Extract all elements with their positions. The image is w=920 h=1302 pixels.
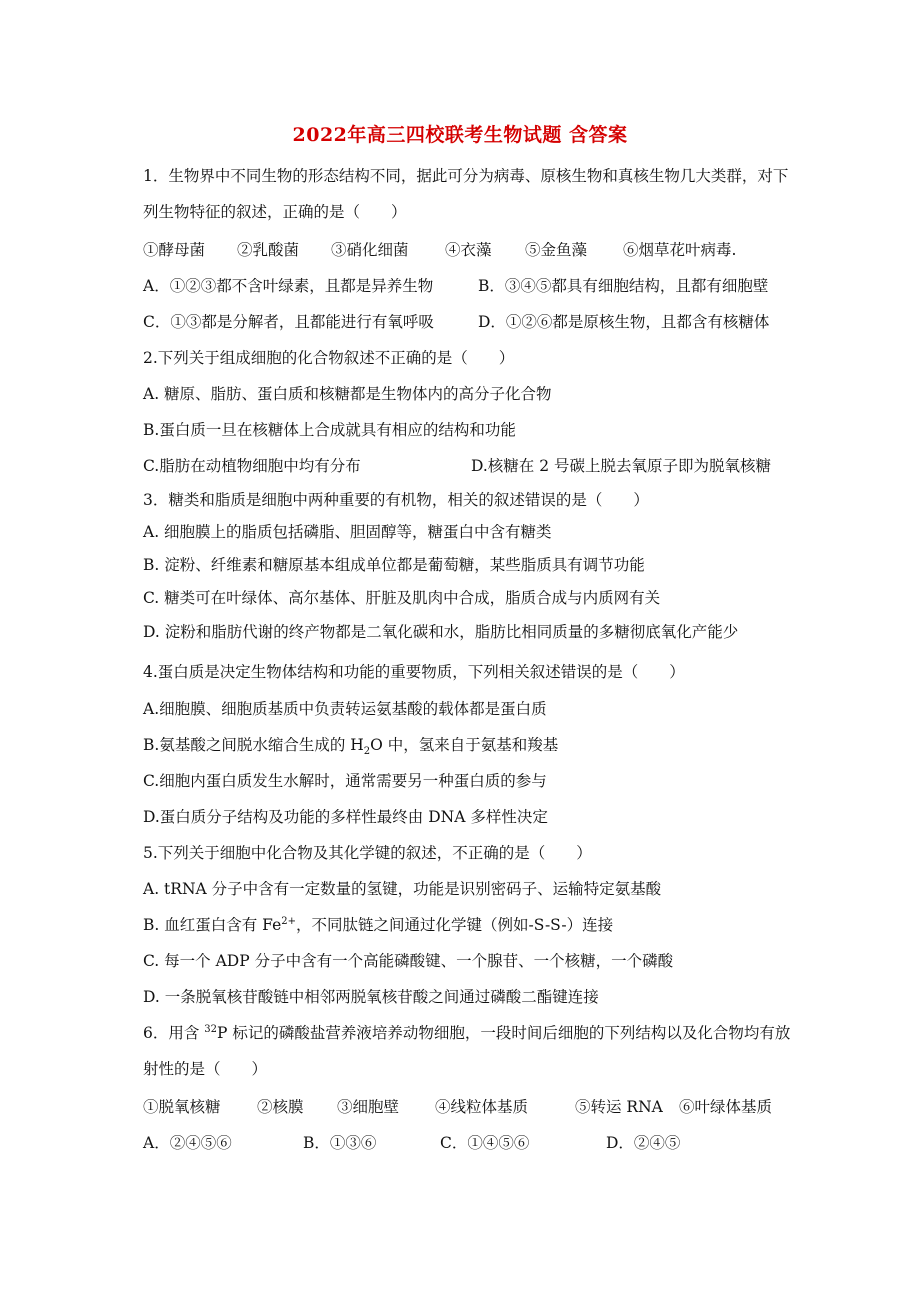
q6-stem-line-2: 射性的是（ ）: [143, 1060, 268, 1078]
q5-option-a: A. tRNA 分子中含有一定数量的氢键，功能是识别密码子、运输特定氨基酸: [143, 880, 662, 898]
q6-item-4: ④线粒体基质: [435, 1098, 529, 1116]
q5-option-c: C. 每一个 ADP 分子中含有一个高能磷酸键、一个腺苷、一个核糖，一个磷酸: [143, 952, 674, 970]
q6-option-c: C．①④⑤⑥: [440, 1134, 530, 1152]
q1-option-c: C．①③都是分解者，且都能进行有氧呼吸: [143, 313, 434, 331]
q1-item-3: ③硝化细菌: [331, 241, 409, 259]
q1-item-6: ⑥烟草花叶病毒.: [623, 241, 737, 259]
q2-option-a: A. 糖原、脂肪、蛋白质和核糖都是生物体内的高分子化合物: [143, 385, 552, 403]
q6-item-6: ⑥叶绿体基质: [679, 1098, 773, 1116]
q6-item-3: ③细胞壁: [337, 1098, 400, 1116]
q5-option-d: D. 一条脱氧核苷酸链中相邻两脱氧核苷酸之间通过磷酸二酯键连接: [143, 988, 599, 1006]
q6-item-1: ①脱氧核糖: [143, 1098, 221, 1116]
q3-option-d: D. 淀粉和脂肪代谢的终产物都是二氧化碳和水，脂肪比相同质量的多糖彻底氧化产能少: [143, 623, 739, 641]
q5-option-b-sup: 2+: [281, 915, 297, 927]
q6-option-a: A．②④⑤⑥: [143, 1134, 232, 1152]
q2-option-b: B.蛋白质一旦在核糖体上合成就具有相应的结构和功能: [143, 421, 516, 439]
q2-option-c: C.脂肪在动植物细胞中均有分布: [143, 457, 361, 475]
q2-stem: 2.下列关于组成细胞的化合物叙述不正确的是（ ）: [143, 349, 515, 367]
q6-stem-line-1: [143, 1023, 790, 1043]
q4-option-b-pre: B.氨基酸之间脱水缩合生成的 H: [143, 736, 364, 754]
q4-option-a: A.细胞膜、细胞质基质中负责转运氨基酸的载体都是蛋白质: [143, 700, 547, 718]
q5-option-b: [143, 915, 613, 935]
q1-option-a: A．①②③都不含叶绿素，且都是异养生物: [143, 277, 434, 295]
q5-option-b-post: ，不同肽链之间通过化学键（例如-S-S-）连接: [296, 916, 614, 934]
q1-stem-line-1: 1．生物界中不同生物的形态结构不同，据此可分为病毒、原核生物和真核生物几大类群，对下: [143, 167, 789, 185]
page-title: 2022年高三四校联考生物试题 含答案: [292, 124, 628, 146]
q1-items: [143, 240, 736, 260]
q6-item-5: ⑤转运 RNA: [575, 1098, 663, 1116]
q6-item-2: ②核膜: [257, 1098, 304, 1116]
q3-option-b: B. 淀粉、纤维素和糖原基本组成单位都是葡萄糖，某些脂质具有调节功能: [143, 556, 645, 574]
q3-stem: 3．糖类和脂质是细胞中两种重要的有机物，相关的叙述错误的是（ ）: [143, 491, 649, 509]
q4-stem: 4.蛋白质是决定生物体结构和功能的重要物质，下列相关叙述错误的是（ ）: [143, 663, 685, 681]
q6-stem-pre: 6．用含: [143, 1024, 205, 1042]
q4-option-b: [143, 735, 559, 758]
q1-option-d: D．①②⑥都是原核生物，且都含有核糖体: [478, 313, 770, 331]
q1-stem-line-2: 列生物特征的叙述，正确的是（ ）: [143, 203, 407, 221]
q1-item-4: ④衣藻: [445, 241, 492, 259]
q3-option-a: A. 细胞膜上的脂质包括磷脂、胆固醇等，糖蛋白中含有糖类: [143, 523, 552, 541]
q6-stem-sup: 32: [204, 1023, 218, 1035]
q5-option-b-pre: B. 血红蛋白含有 Fe: [143, 916, 282, 934]
q6-items: [143, 1097, 772, 1117]
q4-option-b-post: O 中，氢来自于氨基和羧基: [370, 736, 559, 754]
q4-option-c: C.细胞内蛋白质发生水解时，通常需要另一种蛋白质的参与: [143, 772, 547, 790]
q6-stem-post: P 标记的磷酸盐营养液培养动物细胞，一段时间后细胞的下列结构以及化合物均有放: [217, 1024, 791, 1042]
q1-item-2: ②乳酸菌: [237, 241, 300, 259]
q1-item-1: ①酵母菌: [143, 241, 206, 259]
q5-stem: 5.下列关于细胞中化合物及其化学键的叙述，不正确的是（ ）: [143, 844, 592, 862]
q6-option-d: D．②④⑤: [606, 1134, 681, 1152]
q1-item-5: ⑤金鱼藻: [525, 241, 588, 259]
q2-option-d: D.核糖在 2 号碳上脱去氧原子即为脱氧核糖: [471, 457, 772, 475]
q3-option-c: C. 糖类可在叶绿体、高尔基体、肝脏及肌肉中合成，脂质合成与内质网有关: [143, 589, 661, 607]
q4-option-d: D.蛋白质分子结构及功能的多样性最终由 DNA 多样性决定: [143, 808, 548, 826]
q6-option-b: B．①③⑥: [303, 1134, 377, 1152]
q4-option-b-sub: 2: [363, 746, 371, 758]
q1-option-b: B．③④⑤都具有细胞结构，且都有细胞壁: [478, 277, 769, 295]
